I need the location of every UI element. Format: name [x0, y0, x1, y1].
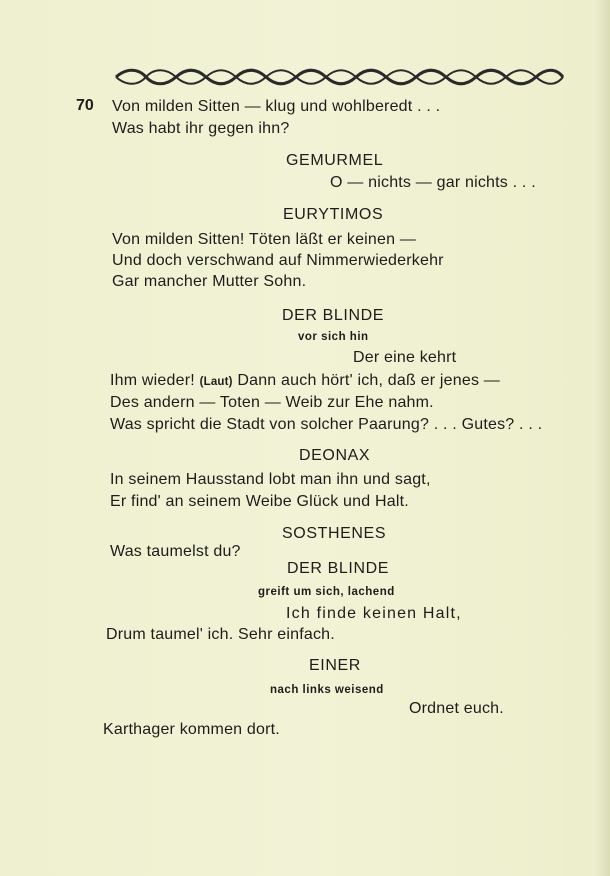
verse-line: Des andern — Toten — Weib zur Ehe nahm.: [110, 394, 434, 411]
verse-line: Was spricht die Stadt von solcher Paarung? . . . Gutes? . . .: [110, 416, 543, 433]
stage-direction: nach links weisend: [270, 684, 384, 696]
speaker-name: EINER: [309, 657, 361, 674]
speaker-name: DER BLINDE: [282, 307, 385, 324]
verse-line: Gar mancher Mutter Sohn.: [112, 273, 307, 290]
stage-direction: greift um sich, lachend: [258, 586, 395, 598]
verse-line: Von milden Sitten — klug und wohlberedt . . .: [112, 98, 441, 115]
verse-line: [110, 371, 500, 392]
verse-line: In seinem Hausstand lobt man ihn und sagt,: [110, 471, 431, 488]
speaker-name: EURYTIMOS: [283, 206, 384, 223]
speaker-name: DEONAX: [299, 447, 371, 464]
stage-direction: vor sich hin: [298, 331, 369, 343]
verse-line: O — nichts — gar nichts . . .: [330, 174, 536, 191]
verse-line: Was taumelst du?: [110, 543, 241, 560]
verse-line: Karthager kommen dort.: [103, 721, 280, 738]
verse-text: Dann auch hört' ich, daß er jenes —: [237, 372, 500, 389]
verse-line: Drum taumel' ich. Sehr einfach.: [106, 626, 335, 643]
verse-text: Ihm wieder!: [110, 372, 195, 389]
speaker-name: SOSTHENES: [282, 525, 387, 542]
verse-line: Ordnet euch.: [409, 700, 504, 717]
verse-line: Der eine kehrt: [353, 349, 457, 366]
verse-line: Von milden Sitten! Töten läßt er keinen —: [112, 231, 417, 248]
page-edge-shadow: [596, 0, 610, 876]
verse-line: Ich finde keinen Halt,: [286, 605, 462, 622]
decorative-ornament-icon: [112, 66, 567, 88]
verse-line: Was habt ihr gegen ihn?: [112, 120, 290, 137]
verse-line: Und doch verschwand auf Nimmerwiederkehr: [112, 252, 444, 269]
speaker-name: GEMURMEL: [286, 152, 384, 169]
stage-direction-inline: (Laut): [199, 376, 233, 388]
line-number: 70: [76, 97, 94, 114]
verse-line: Er find' an seinem Weibe Glück und Halt.: [110, 493, 409, 510]
speaker-name: DER BLINDE: [287, 560, 390, 577]
